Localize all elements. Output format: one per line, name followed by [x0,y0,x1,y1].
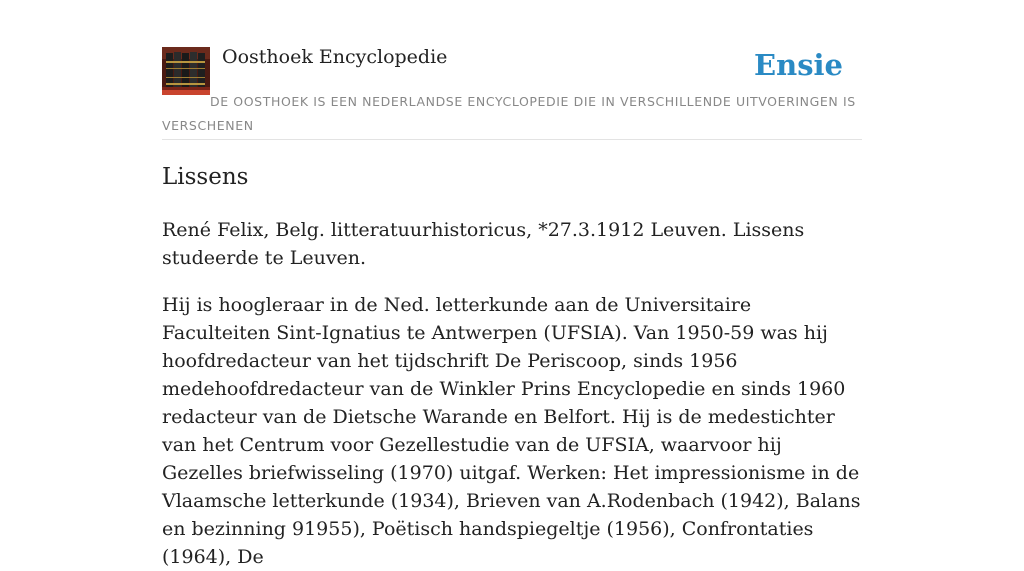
avatar[interactable] [162,47,210,95]
site-tagline: DE OOSTHOEK IS EEN NEDERLANDSE ENCYCLOPEDIE DIE IN VERSCHILLENDE UITVOERINGEN IS VERSCHENEN [162,94,856,133]
article-paragraph-1: René Felix, Belg. litteratuurhistoricus, *27.3.1912 Leuven. Lissens studeerde te Leuven. [162,219,805,269]
book-spines-icon [162,47,210,95]
brand-logo-link[interactable]: Ensie [754,48,843,82]
site-header [162,0,862,140]
article-paragraph-2: Hij is hoogleraar in de Ned. letterkunde aan de Universitaire Faculteiten Sint-Ignatius te Antwerpen (UFSIA). Van 1950-59 was hij hoofdredacteur van het tijdschrift De Periscoop, sinds 1956 medehoofdredacteur van de Winkler Prins Encyclopedie en sinds 1960 redacteur van de Dietsche Warande en Belfort. Hij is de medestichter van het Centrum voor Gezellestudie van de UFSIA, waarvoor hij Gezelles briefwisseling (1970) uitgaf. Werken: Het impressionisme in de Vlaamsche letterkunde (1934), Brieven van A.Rodenbach (1942), Balans en bezinning 91955), Poëtisch handspiegeltje (1956), Confrontaties (1964), De [162,294,861,568]
site-title[interactable]: Oosthoek Encyclopedie [222,46,448,68]
article-title: Lissens [162,164,249,190]
page-container [162,0,862,568]
